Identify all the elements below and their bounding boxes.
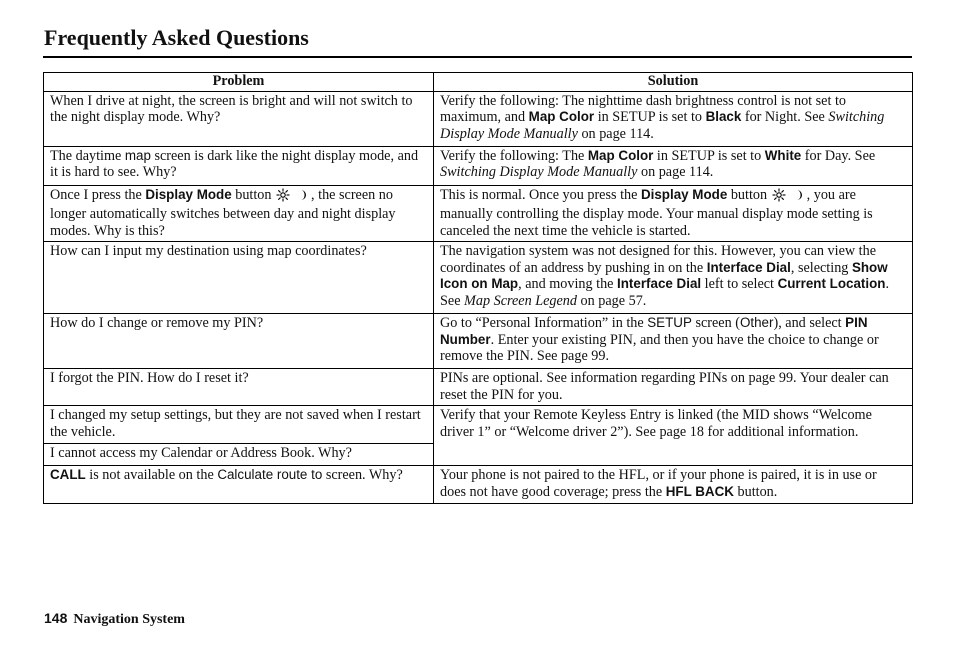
setup-term: SETUP (647, 315, 692, 330)
table-row (44, 242, 913, 314)
pin-number-term: PIN Number (440, 315, 868, 347)
solution-cell: Verify the following: The Map Color in SETUP is set to White for Day. See Switching Display Mode Manually on page 114. (434, 146, 913, 185)
problem-cell: CALL is not available on the Calculate route to screen. Why? (44, 466, 434, 504)
interface-dial-term: Interface Dial (706, 259, 791, 275)
table-row (44, 185, 913, 242)
display-mode-term: Display Mode (640, 186, 728, 202)
problem-cell: The daytime map screen is dark like the night display mode, and it is hard to see. Why? (44, 146, 434, 185)
problem-cell: I forgot the PIN. How do I reset it? (44, 369, 434, 406)
problem-cell: How do I change or remove my PIN? (44, 314, 434, 369)
solution-cell: The navigation system was not designed for this. However, you can view the coordinates of an address by pushing in on the Interface Dial, selecting Show Icon on Map, and moving the Interface Dial left to select Current Location. See Map Screen Legend on page 57. (434, 242, 913, 314)
current-location-term: Current Location (777, 276, 886, 291)
footer-label: Navigation System (73, 612, 185, 627)
problem-cell: Once I press the Display Mode button , the screen no longer automatically switches between day and night display modes. Why is this? (44, 185, 434, 242)
header-problem: Problem (44, 73, 434, 92)
solution-cell: PINs are optional. See information regarding PINs on page 99. Your dealer can reset the PIN for you. (434, 369, 913, 406)
map-color-term: Map Color (528, 109, 595, 124)
show-icon-on-map-term: Show Icon on Map (440, 259, 888, 291)
table-row (44, 91, 913, 146)
hfl-back-term: HFL BACK (665, 483, 734, 499)
map-term: map (124, 147, 151, 163)
white-term: White (764, 147, 802, 163)
section-reference: Map Screen Legend (464, 292, 577, 309)
solution-cell: Verify that your Remote Keyless Entry is linked (the MID shows “Welcome driver 1” or “Welcome driver 2”). See page 18 for additional information. (434, 406, 913, 466)
table-row (44, 314, 913, 369)
calculate-route-term: Calculate route to (217, 467, 323, 482)
map-color-term: Map Color (587, 147, 654, 163)
page-footer (44, 610, 185, 628)
solution-cell: This is normal. Once you press the Display Mode button , you are manually controlling the display mode. Your manual display mode setting is canceled the next time the vehicle is started. (434, 185, 913, 242)
faq-table (43, 72, 913, 504)
sun-moon-icon (771, 188, 807, 207)
solution-cell: Verify the following: The nighttime dash brightness control is not set to maximum, and Map Color in SETUP is set to Black for Night. See Switching Display Mode Manually on page 114. (434, 91, 913, 146)
section-reference: Switching Display Mode Manually (440, 109, 885, 142)
table-row (44, 369, 913, 406)
problem-cell: How can I input my destination using map coordinates? (44, 242, 434, 314)
section-reference: Switching Display Mode Manually (440, 164, 638, 180)
interface-dial-term: Interface Dial (617, 276, 702, 291)
problem-cell: I cannot access my Calendar or Address Book. Why? (44, 444, 434, 466)
call-term: CALL (50, 467, 86, 482)
problem-cell: I changed my setup settings, but they are not saved when I restart the vehicle. (44, 406, 434, 444)
title-divider (43, 56, 912, 58)
table-row (44, 406, 913, 444)
black-term: Black (705, 109, 742, 124)
table-header-row (44, 73, 913, 92)
display-mode-term: Display Mode (145, 186, 232, 202)
sun-moon-icon (275, 188, 311, 207)
page-number: 148 (44, 610, 68, 626)
solution-cell: Your phone is not paired to the HFL, or if your phone is paired, it is in use or does not have good coverage; press the HFL BACK button. (434, 466, 913, 504)
table-row (44, 146, 913, 185)
header-solution: Solution (434, 73, 913, 92)
other-term: Other (739, 315, 774, 330)
problem-cell: When I drive at night, the screen is bright and will not switch to the night display mode. Why? (44, 91, 434, 146)
solution-cell: Go to “Personal Information” in the SETUP screen (Other), and select PIN Number. Enter your existing PIN, and then you have the choice to change or remove the PIN. See page 99. (434, 314, 913, 369)
table-row (44, 466, 913, 504)
page-title: Frequently Asked Questions (44, 25, 309, 50)
